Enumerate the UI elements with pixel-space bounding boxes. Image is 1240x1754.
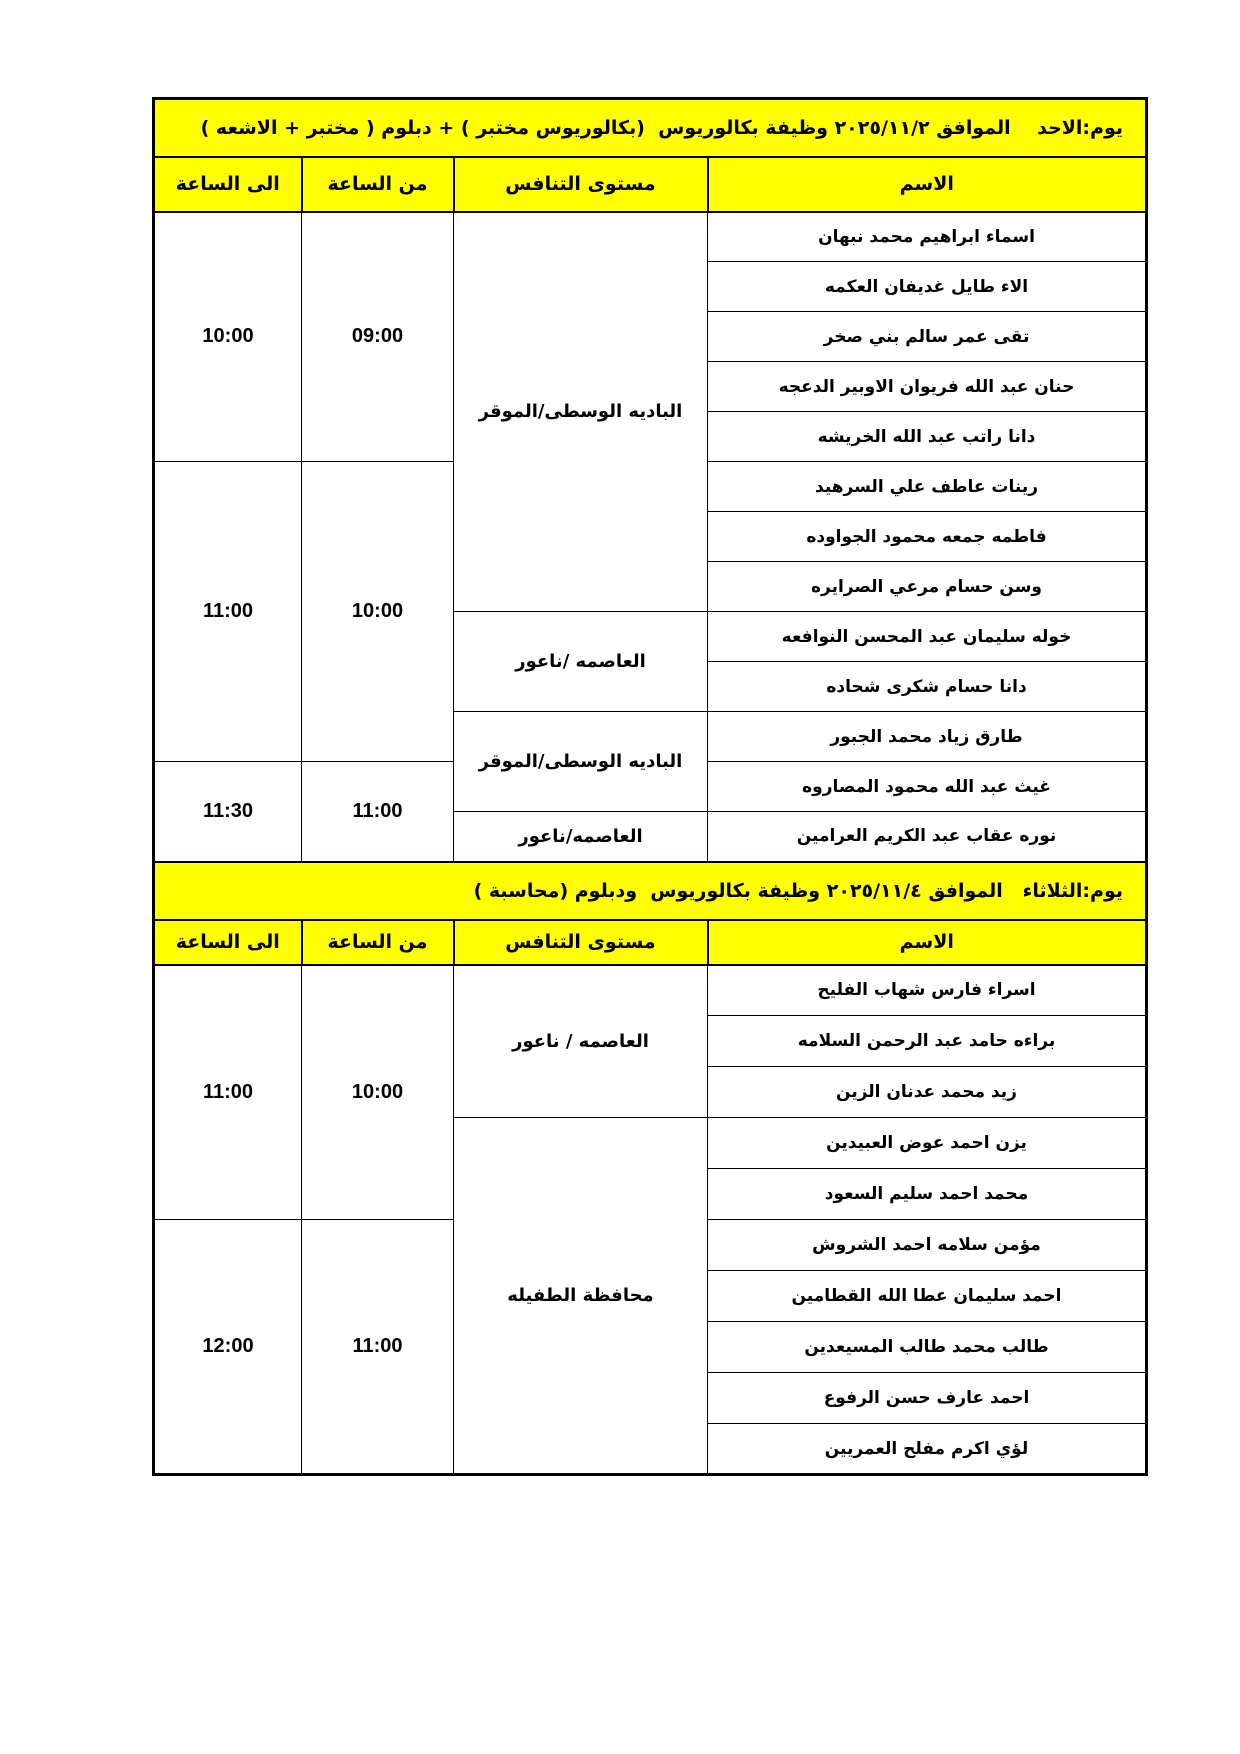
name-cell: احمد عارف حسن الرفوع [708, 1373, 1147, 1424]
col-header-from-hour: من الساعة [302, 920, 454, 965]
level-cell: محافظة الطفيله [454, 1118, 708, 1475]
name-cell: تقى عمر سالم بني صخر [708, 312, 1147, 362]
name-cell: لؤي اكرم مفلح العمريين [708, 1424, 1147, 1475]
name-cell: طارق زياد محمد الجبور [708, 712, 1147, 762]
from-hour-cell: 10:00 [302, 965, 454, 1220]
col-header-name: الاسم [708, 157, 1147, 212]
level-cell: العاصمه/ناعور [454, 812, 708, 862]
from-hour-cell: 10:00 [302, 462, 454, 762]
name-cell: دانا راتب عبد الله الخريشه [708, 412, 1147, 462]
to-hour-cell: 11:00 [154, 462, 302, 762]
col-header-level: مستوى التنافس [454, 157, 708, 212]
day-header-sunday: يوم:الاحد الموافق ٢٠٢٥/١١/٢ وظيفة بكالوريوس (بكالوريوس مختبر ) + دبلوم ( مختبر + الاشعه ) [154, 99, 1147, 157]
to-hour-cell: 12:00 [154, 1220, 302, 1475]
name-cell: حنان عبد الله فريوان الاوبير الدعجه [708, 362, 1147, 412]
name-cell: يزن احمد عوض العبيدين [708, 1118, 1147, 1169]
level-cell: العاصمه /ناعور [454, 612, 708, 712]
col-header-to-hour: الى الساعة [154, 920, 302, 965]
name-cell: اسماء ابراهيم محمد نبهان [708, 212, 1147, 262]
name-cell: دانا حسام شكرى شحاده [708, 662, 1147, 712]
col-header-to-hour: الى الساعة [154, 157, 302, 212]
name-cell: الاء طايل غديفان العكمه [708, 262, 1147, 312]
name-cell: وسن حسام مرعي الصرايره [708, 562, 1147, 612]
name-cell: زيد محمد عدنان الزين [708, 1067, 1147, 1118]
name-cell: نوره عقاب عبد الكريم العرامين [708, 812, 1147, 862]
name-cell: احمد سليمان عطا الله القطامين [708, 1271, 1147, 1322]
name-cell: خوله سليمان عبد المحسن النوافعه [708, 612, 1147, 662]
level-cell: الباديه الوسطى/الموقر [454, 212, 708, 612]
level-cell: العاصمه / ناعور [454, 965, 708, 1118]
name-cell: محمد احمد سليم السعود [708, 1169, 1147, 1220]
col-header-from-hour: من الساعة [302, 157, 454, 212]
col-header-name: الاسم [708, 920, 1147, 965]
from-hour-cell: 09:00 [302, 212, 454, 462]
name-cell: فاطمه جمعه محمود الجواوده [708, 512, 1147, 562]
name-cell: مؤمن سلامه احمد الشروش [708, 1220, 1147, 1271]
name-cell: رينات عاطف علي السرهيد [708, 462, 1147, 512]
to-hour-cell: 11:30 [154, 762, 302, 862]
day-header-tuesday: يوم:الثلاثاء الموافق ٢٠٢٥/١١/٤ وظيفة بكالوريوس ودبلوم (محاسبة ) [154, 862, 1147, 920]
from-hour-cell: 11:00 [302, 762, 454, 862]
level-cell: الباديه الوسطى/الموقر [454, 712, 708, 812]
col-header-level: مستوى التنافس [454, 920, 708, 965]
to-hour-cell: 11:00 [154, 965, 302, 1220]
name-cell: براءه حامد عبد الرحمن السلامه [708, 1016, 1147, 1067]
name-cell: طالب محمد طالب المسيعدين [708, 1322, 1147, 1373]
schedule-table [152, 97, 1148, 1476]
name-cell: اسراء فارس شهاب الفليح [708, 965, 1147, 1016]
to-hour-cell: 10:00 [154, 212, 302, 462]
from-hour-cell: 11:00 [302, 1220, 454, 1475]
name-cell: غيث عبد الله محمود المصاروه [708, 762, 1147, 812]
